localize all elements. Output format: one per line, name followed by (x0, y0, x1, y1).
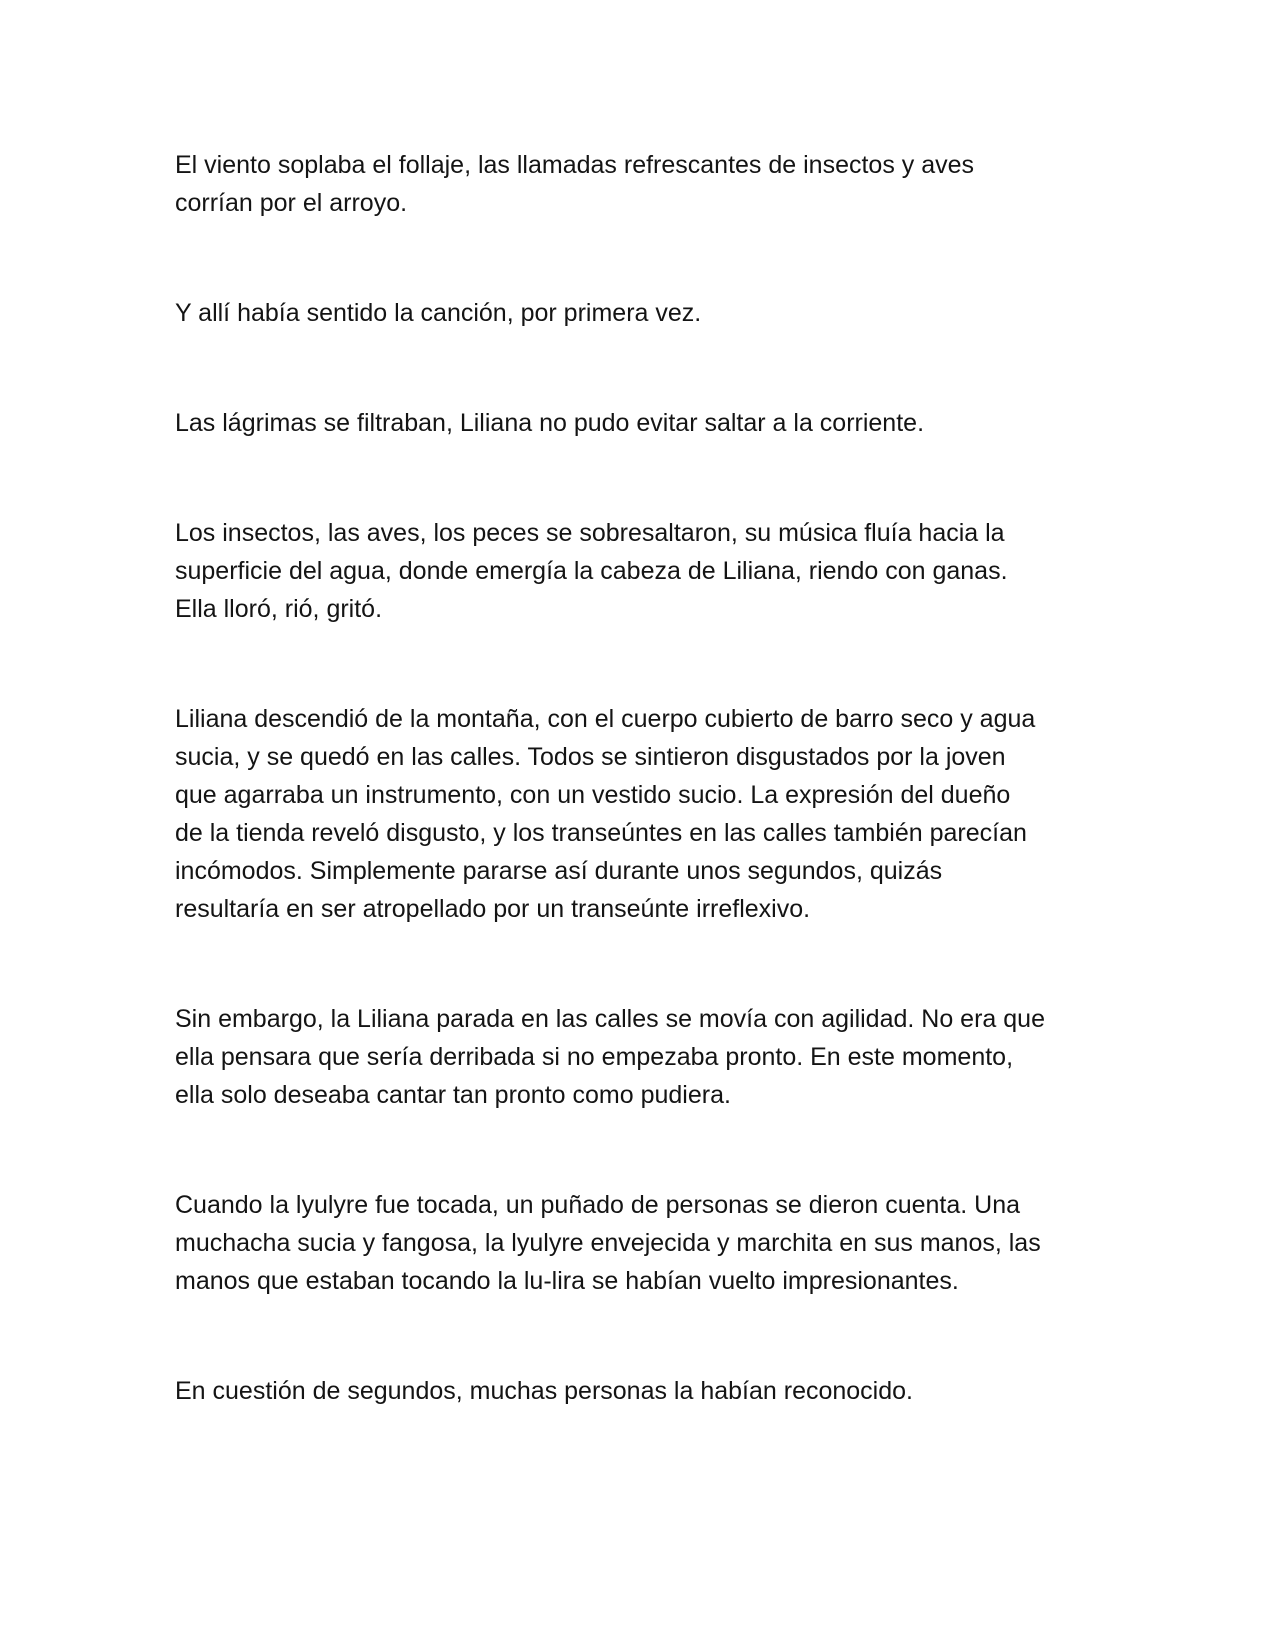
paragraph-7: Cuando la lyulyre fue tocada, un puñado de personas se dieron cuenta. Una muchacha sucia y fangosa, la lyulyre envejecida y marchita en sus manos, las manos que estaban tocando la lu-lira se habían vuelto impresionantes. (175, 1191, 1041, 1295)
paragraph-4: Los insectos, las aves, los peces se sobresaltaron, su música fluía hacia la superficie del agua, donde emergía la cabeza de Liliana, riendo con ganas. Ella lloró, rió, gritó. (175, 519, 1008, 623)
paragraph-6: Sin embargo, la Liliana parada en las calles se movía con agilidad. No era que ella pensara que sería derribada si no empezaba pronto. En este momento, ella solo deseaba cantar tan pronto como pudiera. (175, 1005, 1045, 1109)
paragraph-3: Las lágrimas se filtraban, Liliana no pudo evitar saltar a la corriente. (175, 409, 925, 437)
document-body (175, 146, 1105, 1410)
paragraph-2: Y allí había sentido la canción, por primera vez. (175, 299, 702, 327)
paragraph-8: En cuestión de segundos, muchas personas la habían reconocido. (175, 1377, 913, 1405)
paragraph-1: El viento soplaba el follaje, las llamadas refrescantes de insectos y aves corrían por el arroyo. (175, 151, 975, 217)
paragraph-5: Liliana descendió de la montaña, con el cuerpo cubierto de barro seco y agua sucia, y se quedó en las calles. Todos se sintieron disgustados por la joven que agarraba un instrumento, con un vestido sucio. La expresión del dueño de la tienda reveló disgusto, y los transeúntes en las calles también parecían incómodos. Simplemente pararse así durante unos segundos, quizás resultaría en ser atropellado por un transeúnte irreflexivo. (175, 705, 1036, 923)
